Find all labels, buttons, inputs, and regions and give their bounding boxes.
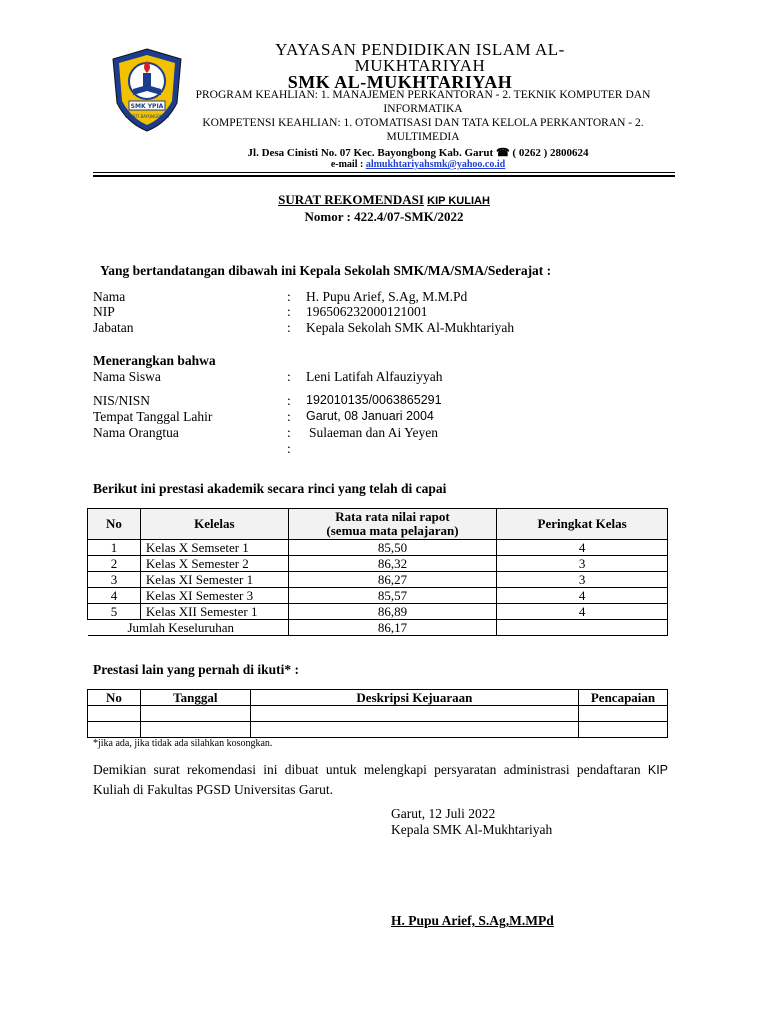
field-value: Garut, 08 Januari 2004: [306, 409, 434, 423]
table-header-row: [88, 690, 668, 706]
header-rata: [288, 509, 497, 540]
letter-title: [93, 192, 675, 208]
closing-paragraph: [93, 760, 668, 799]
cell-kelas: Kelas X Semester 2: [140, 556, 288, 572]
cell-peringkat: 4: [497, 540, 668, 556]
cell-peringkat: 4: [497, 604, 668, 620]
closing-part2: Kuliah di Fakultas PGSD Universitas Garut.: [93, 782, 333, 797]
other-heading: Prestasi lain yang pernah di ikuti* :: [93, 662, 300, 677]
title-sub: KIP KULIAH: [427, 195, 490, 207]
closing-part1: Demikian surat rekomendasi ini dibuat untuk melengkapi persyaratan administrasi pendaftaran: [93, 762, 641, 777]
address-text: Jl. Desa Cinisti No. 07 Kec. Bayongbong Kab. Garut: [247, 147, 494, 159]
cell-empty: [88, 722, 141, 738]
table-total-row: [88, 620, 668, 636]
email-link[interactable]: almukhtariyahsmk@yahoo.co.id: [365, 159, 506, 170]
foundation-name: YAYASAN PENDIDIKAN ISLAM AL-MUKHTARIYAH: [275, 40, 565, 75]
table-row: [88, 706, 668, 722]
cell-peringkat: 3: [497, 556, 668, 572]
field-value: Sulaeman dan Ai Yeyen: [309, 425, 438, 440]
table-row: [88, 572, 668, 588]
cell-empty: [140, 722, 250, 738]
cell-empty: [250, 722, 578, 738]
letter-number: Nomor : 422.4/07-SMK/2022: [304, 209, 464, 224]
other-achievements-table: [87, 689, 668, 738]
total-empty: [497, 620, 668, 636]
header-rata-line1: Rata rata nilai rapot: [335, 509, 450, 524]
cell-rata: 86,32: [288, 556, 497, 572]
cell-kelas: Kelas X Semseter 1: [140, 540, 288, 556]
cell-rata: 85,57: [288, 588, 497, 604]
academic-table: [87, 508, 668, 636]
field-value: 196506232000121001: [306, 304, 428, 319]
header-kelas: Kelelas: [140, 509, 288, 540]
program-line: PROGRAM KEAHLIAN: 1. MANAJEMEN PERKANTORAN - 2. TEKNIK KOMPUTER DAN INFORMATIKA: [195, 89, 651, 115]
colon: :: [287, 304, 291, 319]
footnote: *jika ada, jika tidak ada silahkan kosongkan.: [93, 738, 273, 749]
field-label: Nama Orangtua: [93, 425, 179, 440]
cell-no: 3: [88, 572, 141, 588]
colon: :: [287, 289, 291, 304]
cell-kelas: Kelas XI Semester 1: [140, 572, 288, 588]
intro-text: Yang bertandatangan dibawah ini Kepala Sekolah SMK/MA/SMA/Sederajat :: [100, 263, 552, 278]
colon: :: [287, 320, 291, 335]
colon: :: [287, 409, 291, 424]
cell-rata: 85,50: [288, 540, 497, 556]
field-label: Tempat Tanggal Lahir: [93, 409, 213, 424]
cell-empty: [579, 706, 668, 722]
field-value: H. Pupu Arief, S.Ag, M.M.Pd: [306, 289, 468, 304]
cell-empty: [250, 706, 578, 722]
cell-no: 2: [88, 556, 141, 572]
cell-empty: [140, 706, 250, 722]
header-divider: [93, 172, 675, 173]
header-pencapaian: Pencapaian: [579, 690, 668, 706]
phone-text: ( 0262 ) 2800624: [512, 147, 589, 159]
colon: :: [287, 393, 291, 408]
cell-kelas: Kelas XII Semester 1: [140, 604, 288, 620]
school-name: SMK AL-MUKHTARIYAH: [287, 72, 513, 92]
logo-text-top: SMK YPIA: [130, 103, 164, 110]
school-logo: [107, 45, 187, 135]
colon: :: [287, 369, 291, 384]
field-value: Leni Latifah Alfauziyyah: [306, 369, 443, 384]
field-label: NIS/NISN: [93, 393, 151, 408]
email-line: [198, 159, 638, 170]
phone-icon: ☎: [495, 147, 510, 159]
header-deskripsi: Deskripsi Kejuaraan: [250, 690, 578, 706]
total-label: Jumlah Keseluruhan: [88, 620, 289, 636]
table-header-row: [88, 509, 668, 540]
cell-peringkat: 3: [497, 572, 668, 588]
field-label: Nama: [93, 289, 126, 304]
colon: :: [287, 441, 291, 456]
academic-heading: Berikut ini prestasi akademik secara rinci yang telah di capai: [93, 481, 447, 496]
colon: :: [287, 425, 291, 440]
total-value: 86,17: [288, 620, 497, 636]
cell-no: 1: [88, 540, 141, 556]
cell-rata: 86,89: [288, 604, 497, 620]
competency-line: KOMPETENSI KEAHLIAN: 1. OTOMATISASI DAN TATA KELOLA PERKANTORAN - 2. MULTIMEDIA: [202, 117, 644, 143]
cell-empty: [579, 722, 668, 738]
cell-no: 4: [88, 588, 141, 604]
field-value: 192010135/0063865291: [306, 393, 442, 407]
field-value: Kepala Sekolah SMK Al-Mukhtariyah: [306, 320, 515, 335]
email-label: e-mail :: [330, 159, 364, 170]
table-row: [88, 540, 668, 556]
cell-rata: 86,27: [288, 572, 497, 588]
cell-peringkat: 4: [497, 588, 668, 604]
cell-empty: [88, 706, 141, 722]
header-divider-thick: [93, 175, 675, 177]
header-rata-line2: (semua mata pelajaran): [326, 523, 459, 538]
closing-kip: KIP: [647, 763, 669, 777]
table-row: [88, 604, 668, 620]
address-line: [198, 146, 638, 159]
table-row: [88, 588, 668, 604]
header-no: No: [88, 509, 141, 540]
field-label: NIP: [93, 304, 115, 319]
table-row: [88, 722, 668, 738]
cell-kelas: Kelas XI Semester 3: [140, 588, 288, 604]
signature-position: Kepala SMK Al-Mukhtariyah: [391, 822, 553, 837]
signature-place-date: Garut, 12 Juli 2022: [391, 806, 496, 821]
table-row: [88, 556, 668, 572]
header-peringkat: Peringkat Kelas: [497, 509, 668, 540]
signature-name: H. Pupu Arief, S.Ag,M.MPd: [391, 913, 554, 928]
student-heading: Menerangkan bahwa: [93, 353, 216, 368]
field-label: Nama Siswa: [93, 369, 161, 384]
header-tanggal: Tanggal: [140, 690, 250, 706]
field-label: Jabatan: [93, 320, 134, 335]
header-no: No: [88, 690, 141, 706]
cell-no: 5: [88, 604, 141, 620]
title-main: SURAT REKOMENDASI: [278, 192, 424, 207]
logo-text-bottom: CINISTI BAYONGBONG: [124, 114, 170, 119]
